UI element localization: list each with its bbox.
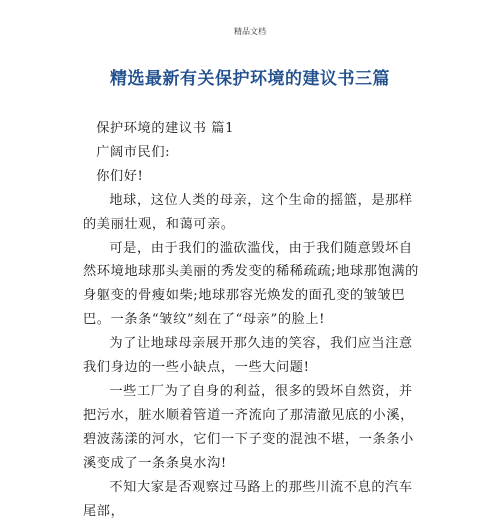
- document-title: 精选最新有关保护环境的建议书三篇: [110, 69, 390, 89]
- document-body: [83, 117, 425, 523]
- salutation: 广阔市民们:: [96, 144, 171, 160]
- section-heading: 保护环境的建议书 篇1: [96, 121, 235, 136]
- body-paragraph: 为了让地球母亲展开那久违的笑容，我们应当注意我们身边的一些小缺点，一些大问题!: [83, 336, 413, 376]
- body-paragraph: 一些工厂为了自身的利益，很多的毁坏自然资，并把污水，脏水顺着管道一齐流向了那清澈见底的小溪，碧波荡漾的河水，它们一下子变的混浊不堪，一条条小溪变成了一条条臭水沟!: [83, 383, 414, 471]
- body-paragraph: 可是，由于我们的滥砍滥伐，由于我们随意毁坏自然环境地球那头美丽的秀发变的稀稀疏疏;地球那饱满的身躯变的骨瘦如柴;地球那容光焕发的面孔变的皱皱巴巴。一条条“皱纹”刻在了“母亲”的脸上!: [83, 240, 419, 328]
- greeting: 你们好!: [96, 168, 144, 184]
- body-paragraph: 地球，这位人类的母亲，这个生命的摇篮，是那样的美丽壮观，和蔼可亲。: [83, 192, 413, 232]
- header-label: 精品文档: [234, 27, 266, 36]
- body-paragraph: 不知大家是否观察过马路上的那些川流不息的汽车尾部，: [83, 479, 413, 519]
